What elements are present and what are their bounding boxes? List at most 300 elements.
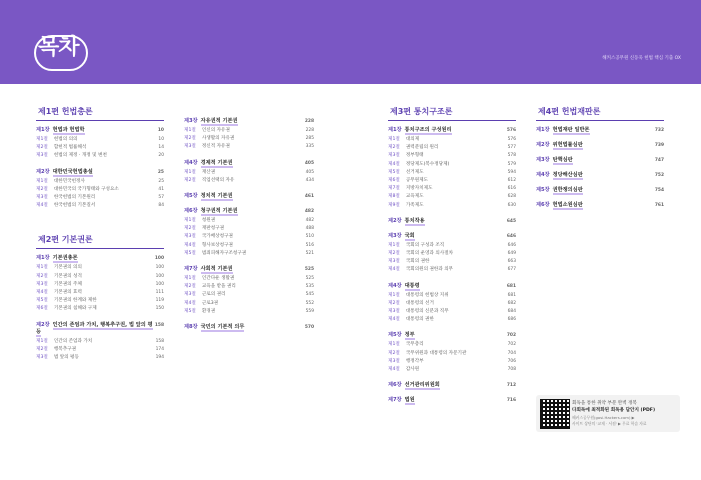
- chapter-entry[interactable]: [388, 332, 516, 339]
- section-entry[interactable]: [388, 136, 516, 144]
- chapter-entry[interactable]: [388, 283, 516, 290]
- chapter-entry[interactable]: [388, 382, 516, 389]
- section-label: [388, 266, 453, 274]
- section-title: 합헌적 법률해석: [53, 145, 87, 151]
- section-title: 공무원제도: [405, 178, 429, 184]
- chapter-title: 헌법소원심판: [552, 202, 583, 208]
- chapter-name: [388, 127, 452, 134]
- section-entry[interactable]: [36, 136, 164, 144]
- section-number: 제1절: [36, 338, 48, 344]
- section-page: 174: [155, 346, 164, 352]
- section-title: 기본권의 효력: [53, 290, 82, 296]
- section-page: 646: [507, 242, 516, 248]
- section-title: 감사원: [405, 367, 420, 373]
- section-entry[interactable]: [36, 186, 164, 194]
- section-title: 법 앞의 평등: [53, 355, 79, 361]
- section-label: [36, 305, 97, 313]
- section-number: 제4절: [184, 300, 196, 306]
- section-title: 헌법의 제정 · 개정 및 변천: [53, 153, 107, 159]
- section-entry[interactable]: [184, 291, 314, 299]
- chapter-name: [388, 218, 425, 225]
- section-entry[interactable]: [36, 354, 164, 362]
- section-number: 제6절: [36, 306, 48, 312]
- chapter-name: [388, 397, 415, 404]
- section-page: 594: [507, 169, 516, 175]
- section-page: 704: [507, 350, 516, 356]
- section-label: [388, 341, 424, 349]
- section-entry[interactable]: [184, 225, 314, 233]
- chapter-number: 제1장: [536, 127, 550, 133]
- chapter-title: 통치구조의 구성원리: [404, 127, 452, 133]
- section-number: 제4절: [388, 317, 400, 323]
- chapter-name: [388, 233, 415, 240]
- chapter-title: 법원: [404, 397, 415, 404]
- chapter-entry[interactable]: [36, 322, 164, 336]
- chapter-number: 제1장: [36, 255, 50, 262]
- section-label: [388, 292, 449, 300]
- chapter-number: 제7장: [184, 266, 198, 273]
- chapter-title: 대한민국헌법총설: [52, 168, 93, 175]
- chapter-entry[interactable]: [536, 172, 664, 179]
- chapter-number: 제5장: [184, 193, 198, 200]
- part-title: 제2편 기본권론: [36, 232, 164, 249]
- chapter-title: 통치작용: [404, 217, 425, 224]
- qr-code-icon[interactable]: [540, 399, 570, 429]
- chapter-page: 732: [654, 128, 664, 133]
- section-label: [388, 202, 424, 210]
- section-entry[interactable]: [388, 300, 516, 308]
- section-title: 인간다운 생활권: [201, 276, 235, 282]
- section-number: 제3절: [184, 144, 196, 150]
- section-label: [388, 144, 438, 152]
- section-title: 지방자치제도: [405, 186, 433, 192]
- chapter-title: 자유권적 기본권: [200, 118, 238, 124]
- section-title: 정부형태: [405, 153, 424, 159]
- section-page: 702: [507, 342, 516, 348]
- chapter-name: [388, 332, 415, 339]
- section-number: 제4절: [388, 161, 400, 167]
- section-entry[interactable]: [36, 338, 164, 346]
- chapter-entry[interactable]: [536, 157, 664, 164]
- section-page: 686: [507, 317, 516, 323]
- section-entry[interactable]: [388, 161, 516, 169]
- section-page: 100: [155, 273, 164, 279]
- section-label: [388, 258, 429, 266]
- section-number: 제1절: [388, 342, 400, 348]
- header-band: [0, 0, 701, 84]
- section-title: 국회의 권한: [405, 259, 430, 265]
- section-page: 628: [507, 194, 516, 200]
- section-page: 119: [155, 298, 164, 304]
- chapter-name: [184, 266, 233, 273]
- section-title: 청원권: [201, 218, 216, 224]
- chapter-entry[interactable]: [184, 208, 314, 215]
- section-number: 제3절: [388, 358, 400, 364]
- section-label: [36, 338, 92, 346]
- section-number: 제4절: [388, 367, 400, 373]
- section-page: 57: [158, 195, 164, 201]
- chapter-name: [388, 382, 440, 389]
- chapter-page: 702: [506, 333, 516, 339]
- qr-line-1: 회독을 통한 취약 부분 완벽 정복: [572, 401, 637, 406]
- section-entry[interactable]: [36, 144, 164, 152]
- chapter-page: 482: [304, 209, 314, 215]
- section-entry[interactable]: [388, 144, 516, 152]
- section-number: 제7절: [388, 186, 400, 192]
- section-page: 578: [507, 153, 516, 159]
- section-number: 제1절: [184, 276, 196, 282]
- section-entry[interactable]: [184, 177, 314, 185]
- chapter-number: 제2장: [36, 321, 50, 328]
- chapter-page: 747: [654, 158, 664, 163]
- section-entry[interactable]: [388, 258, 516, 266]
- chapter-entry[interactable]: [184, 324, 314, 331]
- section-page: 521: [305, 250, 314, 256]
- chapter-name: [388, 283, 420, 290]
- section-page: 630: [507, 202, 516, 208]
- section-title: 기본권의 성격: [53, 273, 82, 279]
- section-number: 제2절: [36, 145, 48, 151]
- section-title: 대통령의 권한: [405, 317, 434, 323]
- section-label: [36, 281, 82, 289]
- chapter-page: 754: [654, 188, 664, 193]
- toc-part: [36, 232, 164, 362]
- section-entry[interactable]: [36, 281, 164, 289]
- section-label: [184, 300, 218, 308]
- section-title: 국회의 구성과 조직: [405, 242, 445, 248]
- section-page: 559: [305, 308, 314, 314]
- section-title: 기본권의 한계와 제한: [53, 298, 97, 304]
- section-number: 제2절: [36, 273, 48, 279]
- section-page: 228: [305, 128, 314, 133]
- section-number: 제5절: [184, 250, 196, 256]
- section-label: [184, 225, 224, 233]
- qr-promo-box[interactable]: [536, 395, 680, 432]
- chapter-page: 761: [654, 203, 664, 208]
- section-page: 25: [158, 178, 164, 184]
- section-number: 제3절: [36, 281, 48, 287]
- section-label: [388, 366, 419, 374]
- chapter-title: 사회적 기본권: [200, 266, 233, 273]
- section-label: [388, 350, 466, 358]
- section-number: 제2절: [184, 177, 196, 183]
- section-label: [36, 136, 77, 144]
- chapter-number: 제1장: [36, 127, 50, 133]
- section-entry[interactable]: [388, 266, 516, 274]
- section-entry[interactable]: [388, 366, 516, 374]
- section-number: 제5절: [184, 308, 196, 314]
- section-entry[interactable]: [388, 185, 516, 193]
- section-number: 제1절: [36, 178, 48, 184]
- section-entry[interactable]: [388, 193, 516, 201]
- section-number: 제5절: [36, 298, 48, 304]
- section-entry[interactable]: [388, 316, 516, 324]
- chapter-name: [536, 187, 583, 194]
- section-label: [388, 177, 428, 185]
- section-title: 국무위원과 대통령의 자문기관: [405, 350, 467, 356]
- section-page: 100: [155, 265, 164, 271]
- toc-part: [184, 118, 314, 331]
- section-number: 제2절: [36, 186, 48, 192]
- section-label: [184, 275, 234, 283]
- section-label: [184, 217, 215, 225]
- chapter-entry[interactable]: [388, 127, 516, 134]
- section-entry[interactable]: [184, 308, 314, 316]
- section-page: 535: [305, 284, 314, 290]
- chapter-page: 752: [654, 173, 664, 178]
- chapter-entry[interactable]: [388, 233, 516, 240]
- section-entry[interactable]: [388, 202, 516, 210]
- chapter-number: 제2장: [388, 217, 402, 224]
- chapter-title: 국민의 기본적 의무: [200, 324, 245, 331]
- chapter-page: 10: [157, 128, 164, 133]
- chapter-entry[interactable]: [388, 397, 516, 404]
- chapter-entry[interactable]: [536, 202, 664, 209]
- section-entry[interactable]: [36, 264, 164, 272]
- section-page: 577: [507, 145, 516, 151]
- chapter-title: 헌법재판 일반론: [552, 127, 590, 133]
- chapter-number: 제4장: [184, 159, 198, 166]
- section-title: 교육을 받을 권리: [201, 284, 236, 290]
- section-label: [36, 346, 76, 354]
- qr-line-4: 사이트 상단의 '교재 · 서점' ▶ 무료 학습 자료: [572, 421, 647, 426]
- section-page: 41: [158, 186, 164, 192]
- chapter-entry[interactable]: [36, 169, 164, 176]
- chapter-entry[interactable]: [536, 127, 664, 134]
- section-title: 국회의 운영과 의사절차: [405, 251, 454, 257]
- section-number: 제2절: [388, 350, 400, 356]
- section-entry[interactable]: [36, 273, 164, 281]
- section-entry[interactable]: [388, 350, 516, 358]
- section-entry[interactable]: [36, 152, 164, 160]
- section-page: 682: [507, 300, 516, 306]
- section-entry[interactable]: [388, 358, 516, 366]
- section-title: 대통령의 선거: [405, 300, 434, 306]
- section-number: 제3절: [36, 195, 48, 201]
- section-label: [36, 297, 97, 305]
- chapter-title: 국회: [404, 232, 415, 239]
- chapter-title: 헌법과 헌법학: [52, 127, 85, 133]
- section-page: 677: [507, 267, 516, 273]
- section-entry[interactable]: [184, 283, 314, 291]
- section-entry[interactable]: [184, 169, 314, 177]
- section-number: 제3절: [388, 259, 400, 265]
- chapter-entry[interactable]: [184, 193, 314, 200]
- part-title: 제1편 헌법총론: [36, 104, 164, 121]
- section-entry[interactable]: [388, 177, 516, 185]
- section-label: [184, 135, 234, 143]
- chapter-title: 경제적 기본권: [200, 159, 233, 166]
- chapter-number: 제3장: [536, 157, 550, 163]
- chapter-page: 716: [506, 398, 516, 404]
- section-page: 663: [507, 259, 516, 265]
- section-title: 기본권의 침해와 구제: [53, 306, 97, 312]
- chapter-entry[interactable]: [36, 127, 164, 134]
- section-number: 제5절: [388, 169, 400, 175]
- chapter-name: [536, 127, 590, 134]
- section-number: 제2절: [184, 226, 196, 232]
- section-label: [36, 289, 82, 297]
- section-label: [36, 273, 82, 281]
- section-title: 인신의 자유권: [201, 128, 230, 133]
- section-number: 제3절: [184, 292, 196, 298]
- chapter-entry[interactable]: [388, 218, 516, 225]
- chapter-name: [36, 127, 85, 134]
- chapter-title: 선거관리위원회: [404, 382, 440, 389]
- chapter-entry[interactable]: [184, 118, 314, 125]
- section-title: 재판청구권: [201, 226, 225, 232]
- chapter-title: 정당해산심판: [552, 172, 583, 178]
- section-entry[interactable]: [388, 169, 516, 177]
- section-number: 제4절: [36, 203, 48, 209]
- section-entry[interactable]: [36, 194, 164, 202]
- chapter-number: 제6장: [388, 382, 402, 389]
- chapter-entry[interactable]: [184, 266, 314, 273]
- section-page: 158: [155, 338, 164, 344]
- section-label: [184, 250, 246, 258]
- chapter-name: [36, 255, 78, 262]
- section-page: 20: [158, 153, 164, 159]
- section-entry[interactable]: [184, 127, 314, 135]
- chapter-name: [184, 193, 233, 200]
- section-page: 194: [155, 355, 164, 361]
- section-number: 제2절: [184, 136, 196, 142]
- qr-line-2: 다회독에 최적화된 회독용 답안지 (PDF): [572, 408, 656, 413]
- section-title: 국회의원의 권한과 의무: [405, 267, 454, 273]
- section-title: 기본권의 주체: [53, 281, 82, 287]
- section-label: [36, 354, 79, 362]
- section-number: 제3절: [36, 355, 48, 361]
- chapter-title: 권한쟁의심판: [552, 187, 583, 193]
- chapter-entry[interactable]: [184, 160, 314, 167]
- section-number: 제1절: [184, 128, 196, 133]
- section-page: 488: [305, 226, 314, 232]
- section-label: [388, 308, 449, 316]
- section-title: 범죄피해자구조청구권: [201, 250, 247, 256]
- section-page: 684: [507, 309, 516, 315]
- section-number: 제1절: [388, 292, 400, 298]
- section-number: 제1절: [36, 137, 48, 142]
- section-entry[interactable]: [388, 308, 516, 316]
- section-number: 제8절: [388, 194, 400, 200]
- section-entry[interactable]: [388, 250, 516, 258]
- section-page: 525: [305, 276, 314, 282]
- chapter-page: 712: [506, 383, 516, 389]
- section-title: 재산권: [201, 169, 216, 175]
- chapter-page: 100: [154, 256, 164, 262]
- section-label: [36, 202, 95, 210]
- section-page: 434: [305, 177, 314, 183]
- chapter-page: 681: [506, 283, 516, 289]
- section-number: 제1절: [388, 242, 400, 248]
- chapter-number: 제7장: [388, 397, 402, 404]
- section-page: 681: [507, 292, 516, 298]
- section-entry[interactable]: [184, 217, 314, 225]
- section-entry[interactable]: [36, 305, 164, 313]
- chapter-name: [536, 157, 573, 164]
- section-entry[interactable]: [184, 143, 314, 151]
- chapter-name: [184, 160, 233, 167]
- section-page: 100: [155, 281, 164, 287]
- section-entry[interactable]: [184, 135, 314, 143]
- section-label: [388, 242, 444, 250]
- section-title: 대한민국헌정사: [53, 178, 85, 184]
- section-entry[interactable]: [36, 202, 164, 210]
- section-page: 335: [305, 144, 314, 150]
- section-page: 14: [158, 145, 164, 151]
- chapter-title: 탄핵심판: [552, 157, 573, 163]
- section-entry[interactable]: [36, 297, 164, 305]
- chapter-entry[interactable]: [536, 187, 664, 194]
- section-page: 516: [305, 242, 314, 248]
- section-entry[interactable]: [388, 292, 516, 300]
- section-label: [184, 291, 225, 299]
- section-page: 545: [305, 292, 314, 298]
- chapter-number: 제3장: [388, 232, 402, 239]
- chapter-number: 제4장: [536, 172, 550, 178]
- section-title: 형사보상청구권: [201, 242, 233, 248]
- toc-part: [536, 104, 664, 209]
- section-entry[interactable]: [36, 289, 164, 297]
- section-entry[interactable]: [184, 300, 314, 308]
- chapter-entry[interactable]: [36, 255, 164, 262]
- section-label: [388, 185, 432, 193]
- section-title: 근로3권: [201, 300, 219, 306]
- section-number: 제3절: [388, 153, 400, 159]
- section-label: [184, 169, 215, 177]
- section-page: 84: [158, 203, 164, 209]
- section-entry[interactable]: [36, 346, 164, 354]
- section-title: 대통령의 신분과 직무: [405, 309, 449, 315]
- section-label: [388, 358, 424, 366]
- section-page: 10: [158, 137, 164, 142]
- section-page: 616: [507, 186, 516, 192]
- section-number: 제2절: [36, 346, 48, 352]
- chapter-page: 570: [304, 325, 314, 331]
- section-page: 706: [507, 358, 516, 364]
- section-entry[interactable]: [36, 178, 164, 186]
- section-entry[interactable]: [388, 242, 516, 250]
- chapter-name: [536, 142, 583, 149]
- section-page: 576: [507, 137, 516, 142]
- chapter-entry[interactable]: [536, 142, 664, 149]
- section-label: [184, 308, 215, 316]
- section-title: 권력분립의 원리: [405, 145, 439, 151]
- section-label: [184, 177, 234, 185]
- section-page: 405: [305, 169, 314, 175]
- chapter-title: 정치적 기본권: [200, 193, 233, 200]
- section-entry[interactable]: [184, 275, 314, 283]
- page-title: 목차: [38, 35, 79, 60]
- section-title: 국무총리: [405, 342, 424, 348]
- chapter-name: [184, 324, 244, 331]
- section-title: 한국헌법의 기본원리: [53, 195, 96, 201]
- section-entry[interactable]: [184, 242, 314, 250]
- section-number: 제3절: [36, 153, 48, 159]
- toc-column-3: [388, 104, 516, 414]
- section-entry[interactable]: [184, 233, 314, 241]
- section-label: [388, 169, 424, 177]
- section-entry[interactable]: [388, 341, 516, 349]
- chapter-page: 228: [304, 119, 314, 124]
- chapter-page: 158: [154, 322, 164, 328]
- section-page: 612: [507, 178, 516, 184]
- section-entry[interactable]: [184, 250, 314, 258]
- section-label: [36, 152, 107, 160]
- chapter-page: 405: [304, 160, 314, 166]
- section-entry[interactable]: [388, 152, 516, 160]
- section-label: [184, 143, 230, 151]
